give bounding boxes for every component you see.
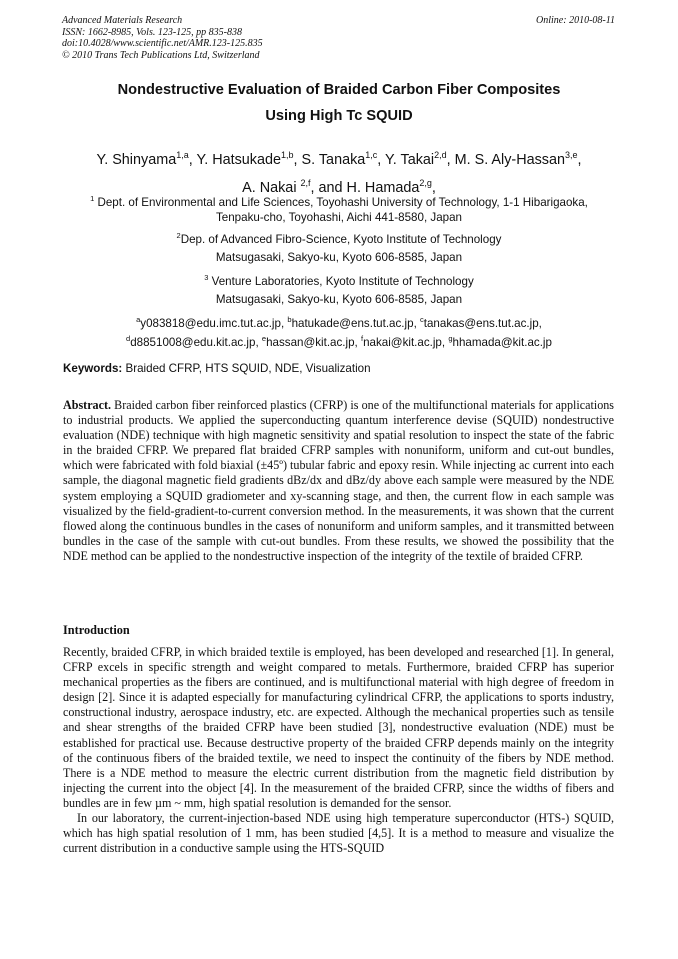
abstract-label: Abstract. <box>63 398 112 412</box>
paper-title-line-2: Using High Tc SQUID <box>265 108 413 124</box>
author: H. Hamada$^{2,g}$ <box>346 177 432 196</box>
email-line-1: $^a$y083818@edu.imc.tut.ac.jp, $^b$hatukade@ens.tut.ac.jp, $^c$tanakas@ens.tut.ac.jp, <box>136 315 542 330</box>
email-line-2: $^d$d8851008@edu.kit.ac.jp, $^e$hassan@kit.ac.jp, $^f$nakai@kit.ac.jp, $^g$hhamada@kit.ac.jp <box>126 334 552 350</box>
email-link[interactable]: d8851008@edu.kit.ac.jp <box>130 336 256 350</box>
affiliation-1: $^1$ Dept. of Environmental and Life Sciences, Toyohashi University of Technology, 1-1 Hibarigaoka, Tenpaku-cho, Toyohashi, Aichi 441-8580, Japan <box>90 194 588 225</box>
email-link[interactable]: nakai@kit.ac.jp <box>363 336 442 350</box>
email-link[interactable]: hatukade@ens.tut.ac.jp <box>291 316 414 330</box>
keywords-text: Braided CFRP, HTS SQUID, NDE, Visualization <box>122 362 371 375</box>
online-date: Online: 2010-08-11 <box>536 15 615 26</box>
author: Y. Takai$^{2,d}$ <box>385 150 447 168</box>
doi-line[interactable]: doi:10.4028/www.scientific.net/AMR.123-125.835 <box>62 38 263 50</box>
author: M. S. Aly-Hassan$^{3,e}$ <box>454 150 578 168</box>
affiliation-3: $^3$ Venture Laboratories, Kyoto Institute of Technology Matsugasaki, Sakyo-ku, Kyoto 606-8585, Japan <box>204 273 474 307</box>
author: Y. Hatsukade$^{1,b}$ <box>196 150 294 168</box>
author: Y. Shinyama$^{1,a}$ <box>96 150 189 168</box>
email-link[interactable]: y083818@edu.imc.tut.ac.jp <box>140 316 281 330</box>
author: A. Nakai $^{2,f}$ <box>242 177 311 196</box>
author-line-1: Y. Shinyama$^{1,a}$, Y. Hatsukade$^{1,b}$, S. Tanaka$^{1,c}$, Y. Takai$^{2,d}$, M. S. Aly-Hassan$^{3,e}$, <box>96 150 582 168</box>
introduction-body <box>63 645 614 856</box>
author-line-2: A. Nakai $^{2,f}$, and H. Hamada$^{2,g}$, <box>242 177 436 196</box>
paper-title-line-1: Nondestructive Evaluation of Braided Carbon Fiber Composites <box>117 82 561 98</box>
section-heading-introduction: Introduction <box>63 623 130 637</box>
abstract-text: Braided carbon fiber reinforced plastics (CFRP) is one of the multifunctional materials for applications to industrial products. We applied the superconducting quantum interference devise (SQUID) nondestructive evaluation (NDE) technique with high magnetic sensitivity and spatial resolution to inspect the state of the fabric in the braided CFRP. We prepared flat braided CFRP samples with nonuniform, uniform and cut-out bundles, which were fabricated with fold biaxial (±45º) tubular fabric and epoxy resin. While injecting ac current into each sample, the diagonal magnetic field gradients dBz/dx and dBz/dy above each sample were measured by the NDE system employing a SQUID gradiometer and xy-scanning stage, and then, the current flow in each sample was visualized by the field-gradient-to-current conversion method. In the measurements, it was shown that the current flowed along the continuous bundles in the cases of nonuniform and uniform samples, and it transmitted between bundles in the case of the sample with cut-out bundles. From these results, we showed the possibility that the NDE method can be applied to the nondestructive inspection of the integrity of the textile of braided CFRP. <box>63 398 614 563</box>
paragraph: Recently, braided CFRP, in which braided textile is employed, has been developed and researched [1]. In general, CFRP excels in specific strength and weight compared to metals. Furthermore, braided CFRP has superior mechanical properties as the fibers are continued, and is multifunctional material with high degree of freedom in design [2]. Since it is adapted especially for manufacturing cylindrical CFRP, the applications to sports industry, constructional industry, aerospace industry, etc. are expected. Although the mechanical properties such as tensile and shear strengths of the braided CFRP have been studied [3], nondestructive evaluation (NDE) must be established for practical use. Because destructive property of the braided CFRP depends mainly on the integrity of the continuous fibers of the braided textile, we need to inspect the continuity of the fibers by NDE method. There is a NDE method to measure the electric current distribution from the magnetic field distribution by injecting the current into the object [4]. In the measurement of the braided CFRP, since the widths of fibers and bundles are in few µm ~ mm, high spatial resolution is demanded for the sensor. <box>63 645 614 810</box>
email-link[interactable]: hhamada@kit.ac.jp <box>452 336 552 350</box>
affiliation-2: $^2$Dep. of Advanced Fibro-Science, Kyoto Institute of Technology Matsugasaki, Sakyo-ku, Kyoto 606-8585, Japan <box>176 231 502 265</box>
copyright-line: © 2010 Trans Tech Publications Ltd, Switzerland <box>62 49 260 61</box>
keywords-label: Keywords: <box>63 362 123 375</box>
journal-header <box>62 15 263 61</box>
email-link[interactable]: tanakas@ens.tut.ac.jp <box>423 316 539 330</box>
email-list <box>40 312 638 351</box>
issn-line: ISSN: 1662-8985, Vols. 123-125, pp 835-838 <box>62 26 242 38</box>
email-link[interactable]: hassan@kit.ac.jp <box>266 336 355 350</box>
paragraph: In our laboratory, the current-injection-based NDE using high temperature superconductor (HTS-) SQUID, which has high spatial resolution of 1 mm, has been studied [4,5]. It is a method to measure and visualize the current distribution in a conductive sample using the HTS-SQUID <box>63 811 614 856</box>
author: S. Tanaka$^{1,c}$ <box>301 150 378 168</box>
journal-name: Advanced Materials Research <box>62 15 183 26</box>
keywords <box>63 362 371 375</box>
abstract <box>63 398 614 564</box>
